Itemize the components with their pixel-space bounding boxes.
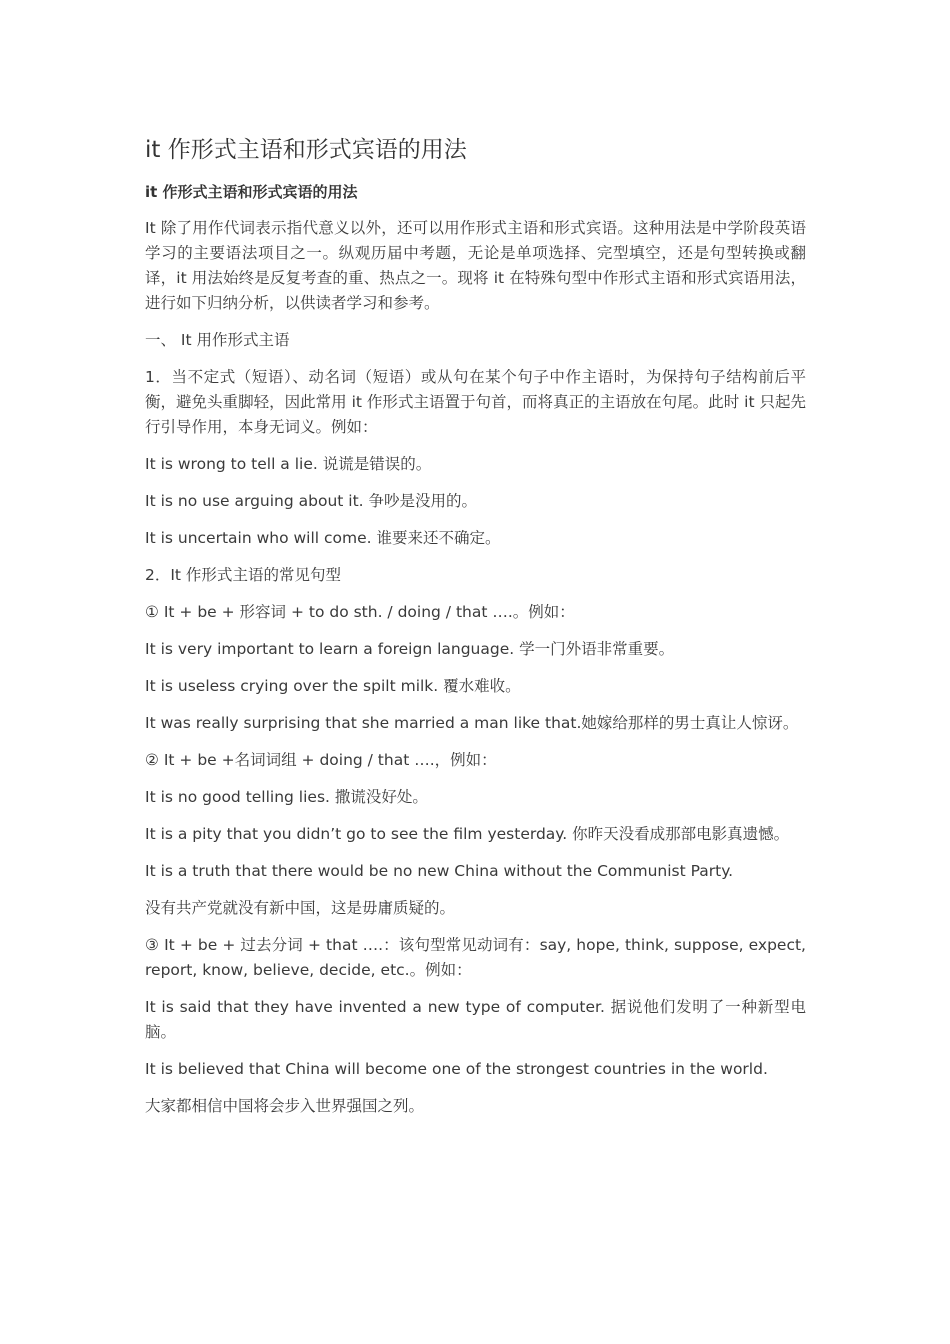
subsection-heading-2: 2．It 作形式主语的常见句型 [145,566,341,584]
example-translation: 大家都相信中国将会步入世界强国之列。 [145,1097,425,1115]
example-sentence: It was really surprising that she married a man like that.她嫁给那样的男士真让人惊讶。 [145,714,799,732]
example-sentence: It is wrong to tell a lie. 说谎是错误的。 [145,455,432,473]
paragraph-intro: It 除了用作代词表示指代意义以外，还可以用作形式主语和形式宾语。这种用法是中学阶段英语学习的主要语法项目之一。纵观历届中考题，无论是单项选择、完型填空，还是句型转换或翻译，it 用法始终是反复考查的重、热点之一。现将 it 在特殊句型中作形式主语和形式宾语用法，进行如下归纳分析，以供读者学习和参考。 [145,219,806,312]
example-sentence: It is useless crying over the spilt milk. 覆水难收。 [145,677,521,695]
paragraph-rule-1: 1．当不定式（短语）、动名词（短语）或从句在某个句子中作主语时，为保持句子结构前后平衡，避免头重脚轻，因此常用 it 作形式主语置于句首，而将真正的主语放在句尾。此时 it 只起先行引导作用，本身无词义。例如： [145,368,806,436]
example-sentence: It is very important to learn a foreign language. 学一门外语非常重要。 [145,640,675,658]
document-title: it 作形式主语和形式宾语的用法 [145,137,467,163]
example-sentence: It is no good telling lies. 撒谎没好处。 [145,788,428,806]
pattern-1: ① It + be + 形容词 + to do sth. / doing / that ….。例如： [145,603,575,621]
example-translation: 没有共产党就没有新中国，这是毋庸质疑的。 [145,899,456,917]
pattern-3: ③ It + be + 过去分词 + that ….：该句型常见动词有：say, hope, think, suppose, expect, report, know, believe, decide, etc.。例如： [145,936,806,979]
example-sentence: It is a pity that you didn’t go to see the film yesterday. 你昨天没看成那部电影真遗憾。 [145,825,790,843]
section-heading-1: 一、 It 用作形式主语 [145,331,290,349]
example-sentence: It is a truth that there would be no new China without the Communist Party. [145,862,734,880]
example-sentence: It is no use arguing about it. 争吵是没用的。 [145,492,478,510]
example-sentence: It is said that they have invented a new type of computer. 据说他们发明了一种新型电脑。 [145,998,806,1041]
example-sentence: It is believed that China will become one of the strongest countries in the world. [145,1060,768,1078]
document-page [145,128,806,1131]
pattern-2: ② It + be +名词词组 + doing / that ….，例如： [145,751,497,769]
example-sentence: It is uncertain who will come. 谁要来还不确定。 [145,529,501,547]
document-subtitle: it 作形式主语和形式宾语的用法 [145,183,358,201]
